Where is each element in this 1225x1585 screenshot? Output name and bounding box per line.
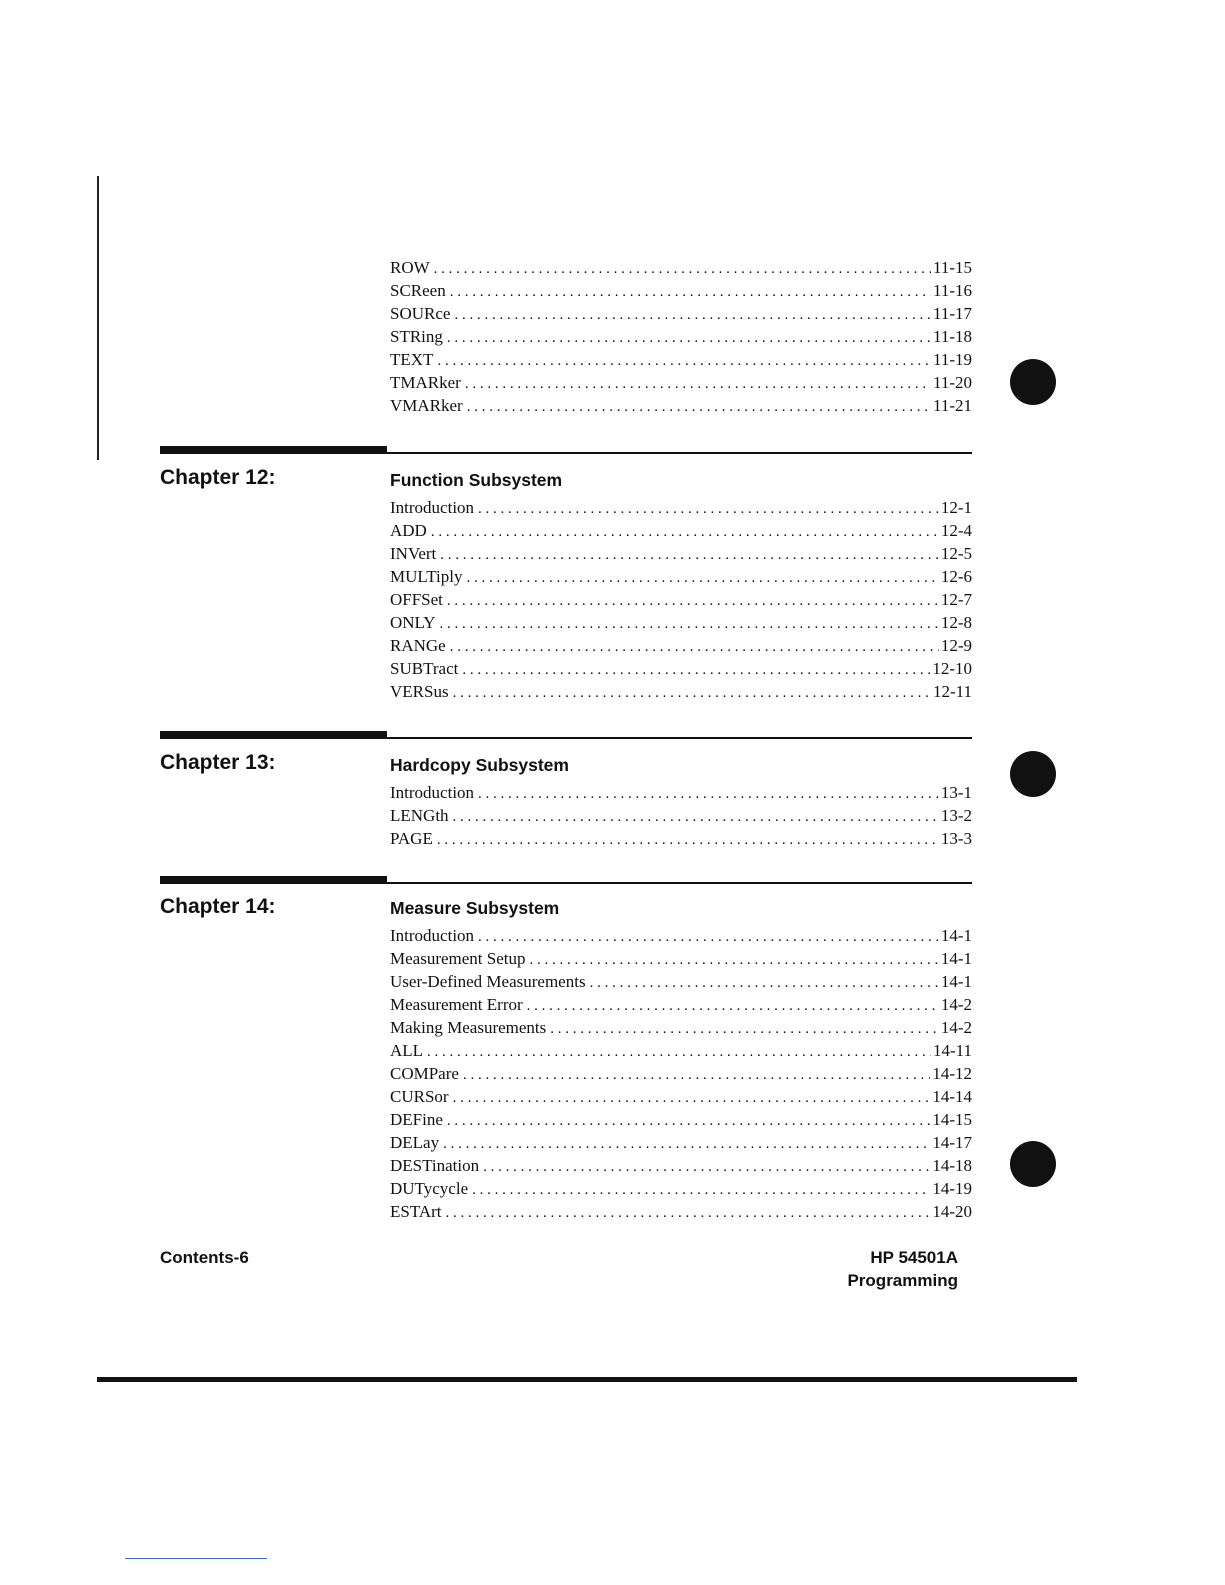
chapter-title: Function Subsystem xyxy=(390,470,563,490)
toc-entry-label: TEXT xyxy=(390,350,434,369)
toc-entry-label: VERSus xyxy=(390,682,449,701)
chapter-rule-thin xyxy=(387,452,972,454)
leader-dots xyxy=(465,376,931,393)
toc-entry-page: 14-20 xyxy=(932,1202,972,1221)
toc-entry-label: VMARker xyxy=(390,396,463,415)
toc-entry-label: ONLY xyxy=(390,613,436,632)
chapter-rule-thin xyxy=(387,737,972,739)
toc-entry-page: 12-9 xyxy=(940,636,972,655)
leader-dots xyxy=(431,524,939,541)
leader-dots xyxy=(454,307,931,324)
toc-entry-label: STRing xyxy=(390,327,443,346)
toc-entry-label: MULTiply xyxy=(390,567,463,586)
leader-dots xyxy=(590,975,939,992)
leader-dots xyxy=(427,1044,931,1061)
leader-dots xyxy=(440,547,939,564)
toc-entry-label: DEFine xyxy=(390,1110,443,1129)
toc-entry-page: 12-4 xyxy=(940,521,972,540)
leader-dots xyxy=(527,998,939,1015)
toc-entry[interactable] xyxy=(390,396,972,419)
toc-entry[interactable] xyxy=(390,829,972,852)
toc-entry[interactable] xyxy=(390,1156,972,1179)
punch-hole-top xyxy=(1010,359,1056,405)
toc-entry-label: DELay xyxy=(390,1133,440,1152)
leader-dots xyxy=(443,1136,930,1153)
toc-entry-label: SOURce xyxy=(390,304,451,323)
chapter-label: Chapter 14: xyxy=(160,895,276,918)
toc-entry-page: 13-3 xyxy=(940,829,972,848)
toc-entry[interactable] xyxy=(390,783,972,806)
leader-dots xyxy=(440,616,939,633)
leader-dots xyxy=(467,399,931,416)
leader-dots xyxy=(530,952,939,969)
toc-entry-label: TMARker xyxy=(390,373,461,392)
toc-entry-page: 11-19 xyxy=(932,350,972,369)
leader-dots xyxy=(437,353,931,370)
toc-entry-page: 12-1 xyxy=(940,498,972,517)
toc-entry-label: Measurement Error xyxy=(390,995,523,1014)
toc-entry[interactable] xyxy=(390,682,972,705)
leader-dots xyxy=(478,501,939,518)
toc-entry[interactable] xyxy=(390,1064,972,1087)
leader-dots xyxy=(550,1021,939,1038)
toc-entry[interactable] xyxy=(390,659,972,682)
toc-entry[interactable] xyxy=(390,1087,972,1110)
toc-entry-page: 12-7 xyxy=(940,590,972,609)
toc-entry-label: OFFSet xyxy=(390,590,443,609)
toc-entry[interactable] xyxy=(390,281,972,304)
toc-entry-page: 12-5 xyxy=(940,544,972,563)
leader-dots xyxy=(472,1182,930,1199)
toc-entry-label: Introduction xyxy=(390,783,475,802)
toc-entry-page: 14-19 xyxy=(932,1179,972,1198)
toc-entry-page: 14-18 xyxy=(932,1156,972,1175)
toc-entry-label: COMPare xyxy=(390,1064,459,1083)
toc-entry[interactable] xyxy=(390,636,972,659)
toc-entry-page: 12-11 xyxy=(932,682,972,701)
toc-entry-page: 13-1 xyxy=(940,783,972,802)
toc-entry[interactable] xyxy=(390,1110,972,1133)
toc-entry[interactable] xyxy=(390,350,972,373)
chapter-rule-thick xyxy=(160,876,387,884)
toc-entry-page: 12-8 xyxy=(940,613,972,632)
toc-entry-page: 14-12 xyxy=(932,1064,972,1083)
toc-entry-label: SCReen xyxy=(390,281,446,300)
bottom-rule xyxy=(97,1377,1077,1382)
toc-entry-label: Measurement Setup xyxy=(390,949,526,968)
toc-entry[interactable] xyxy=(390,258,972,281)
toc-entry[interactable] xyxy=(390,926,972,949)
toc-list-chapter-12 xyxy=(390,498,972,705)
toc-entry[interactable] xyxy=(390,590,972,613)
leader-dots xyxy=(462,662,930,679)
toc-entry-page: 11-15 xyxy=(932,258,972,277)
toc-entry[interactable] xyxy=(390,521,972,544)
toc-entry-page: 11-18 xyxy=(932,327,972,346)
footer-product: HP 54501A xyxy=(870,1248,958,1267)
scan-artifact-line xyxy=(125,1558,267,1559)
toc-entry-label: DUTycycle xyxy=(390,1179,469,1198)
toc-entry-page: 14-14 xyxy=(932,1087,972,1106)
leader-dots xyxy=(483,1159,930,1176)
chapter-label: Chapter 12: xyxy=(160,466,276,489)
toc-entry-label: LENGth xyxy=(390,806,449,825)
toc-entry-page: 11-20 xyxy=(932,373,972,392)
chapter-rule-thin xyxy=(387,882,972,884)
leader-dots xyxy=(478,929,939,946)
punch-hole-middle xyxy=(1010,751,1056,797)
leader-dots xyxy=(447,593,939,610)
toc-entry-label: SUBTract xyxy=(390,659,459,678)
toc-list-chapter-14 xyxy=(390,926,972,1225)
leader-dots xyxy=(434,261,931,278)
leader-dots xyxy=(463,1067,930,1084)
chapter-label: Chapter 13: xyxy=(160,751,276,774)
toc-entry[interactable] xyxy=(390,1179,972,1202)
toc-entry-page: 14-1 xyxy=(940,949,972,968)
leader-dots xyxy=(478,786,939,803)
leader-dots xyxy=(447,1113,930,1130)
toc-entry-label: INVert xyxy=(390,544,437,563)
toc-entry-label: Introduction xyxy=(390,926,475,945)
toc-entry[interactable] xyxy=(390,1202,972,1225)
toc-entry-page: 11-21 xyxy=(932,396,972,415)
toc-entry-page: 14-1 xyxy=(940,972,972,991)
leader-dots xyxy=(450,639,939,656)
toc-entry[interactable] xyxy=(390,498,972,521)
toc-entry-page: 14-2 xyxy=(940,1018,972,1037)
chapter-rule-thick xyxy=(160,446,387,454)
toc-entry-page: 14-17 xyxy=(932,1133,972,1152)
toc-entry[interactable] xyxy=(390,806,972,829)
toc-entry-label: User-Defined Measurements xyxy=(390,972,586,991)
toc-entry[interactable] xyxy=(390,995,972,1018)
toc-entry-page: 14-2 xyxy=(940,995,972,1014)
change-bar xyxy=(97,176,99,460)
toc-entry-page: 12-10 xyxy=(932,659,972,678)
toc-entry[interactable] xyxy=(390,1133,972,1156)
toc-entry-label: DESTination xyxy=(390,1156,480,1175)
chapter-rule-thick xyxy=(160,731,387,739)
toc-entry-page: 14-11 xyxy=(932,1041,972,1060)
leader-dots xyxy=(453,809,939,826)
toc-entry[interactable] xyxy=(390,544,972,567)
toc-list-chapter-11-continued xyxy=(390,258,972,419)
footer-manual: Programming xyxy=(847,1271,958,1290)
toc-entry-label: ESTArt xyxy=(390,1202,442,1221)
toc-entry[interactable] xyxy=(390,1041,972,1064)
chapter-title: Hardcopy Subsystem xyxy=(390,755,569,775)
leader-dots xyxy=(447,330,931,347)
toc-entry[interactable] xyxy=(390,949,972,972)
leader-dots xyxy=(453,1090,931,1107)
toc-entry-page: 14-1 xyxy=(940,926,972,945)
toc-entry-label: ADD xyxy=(390,521,427,540)
toc-entry-page: 13-2 xyxy=(940,806,972,825)
chapter-title: Measure Subsystem xyxy=(390,898,560,918)
toc-entry-page: 11-17 xyxy=(932,304,972,323)
punch-hole-bottom xyxy=(1010,1141,1056,1187)
toc-entry[interactable] xyxy=(390,304,972,327)
toc-entry-page: 14-15 xyxy=(932,1110,972,1129)
leader-dots xyxy=(450,284,931,301)
toc-entry[interactable] xyxy=(390,373,972,396)
toc-list-chapter-13 xyxy=(390,783,972,852)
toc-entry[interactable] xyxy=(390,327,972,350)
toc-entry-page: 11-16 xyxy=(932,281,972,300)
leader-dots xyxy=(466,570,938,587)
toc-entry-page: 12-6 xyxy=(940,567,972,586)
leader-dots xyxy=(437,832,939,849)
toc-entry-label: Introduction xyxy=(390,498,475,517)
toc-entry-label: Making Measurements xyxy=(390,1018,547,1037)
toc-entry-label: CURSor xyxy=(390,1087,449,1106)
footer-page-label: Contents-6 xyxy=(160,1248,249,1267)
toc-entry-label: ALL xyxy=(390,1041,424,1060)
toc-entry[interactable] xyxy=(390,613,972,636)
toc-entry[interactable] xyxy=(390,1018,972,1041)
toc-entry-label: ROW xyxy=(390,258,430,277)
toc-entry-label: RANGe xyxy=(390,636,446,655)
toc-entry[interactable] xyxy=(390,567,972,590)
leader-dots xyxy=(453,685,931,702)
toc-entry[interactable] xyxy=(390,972,972,995)
toc-entry-label: PAGE xyxy=(390,829,433,848)
leader-dots xyxy=(446,1205,931,1222)
